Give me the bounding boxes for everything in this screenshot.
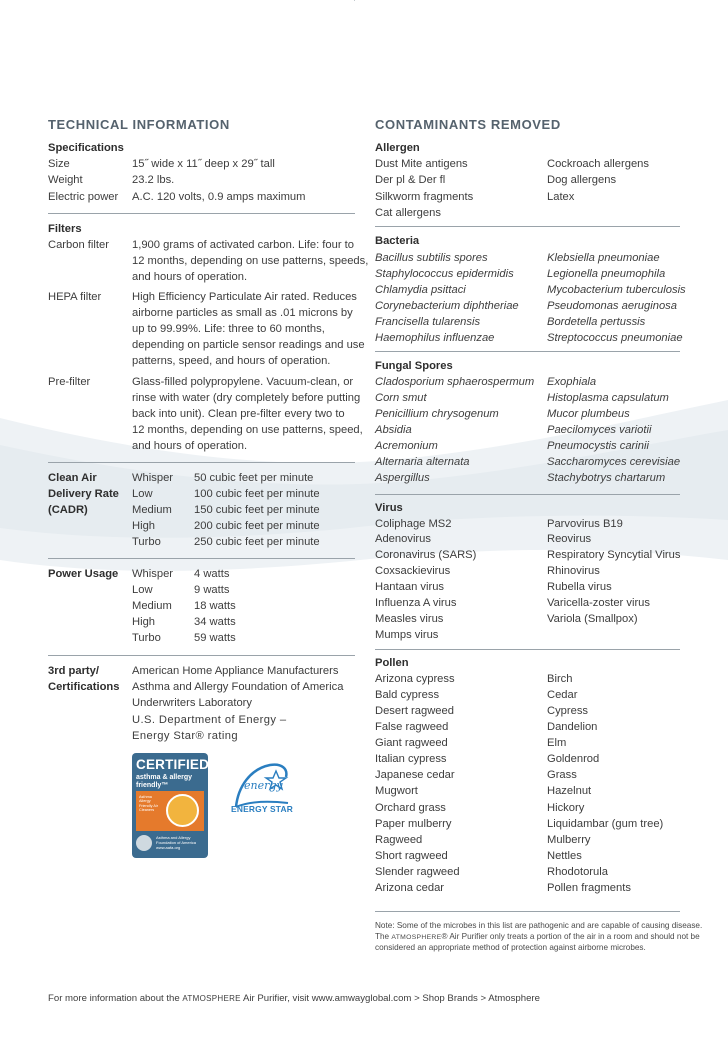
divider <box>48 655 355 656</box>
badge-subtitle: asthma & allergy friendly™ <box>136 774 193 789</box>
cadr-heading-line: (CADR) <box>48 504 88 516</box>
filter-line: airborne particles as small as .01 microns by <box>132 307 353 319</box>
fungal-item: Histoplasma capsulatum <box>547 392 669 404</box>
filter-line: up to 99.99%. Life: three to 60 months, <box>132 323 325 335</box>
divider <box>375 494 680 495</box>
power-speed: High <box>132 616 156 628</box>
virus-item: Coliphage MS2 <box>375 518 452 530</box>
badge-orange-panel <box>136 791 204 831</box>
footer-text: For more information about the <box>48 993 183 1004</box>
contaminants-removed-heading: CONTAMINANTS REMOVED <box>375 117 561 132</box>
pollen-item: Dandelion <box>547 721 598 733</box>
pollen-item: Hazelnut <box>547 785 592 797</box>
filter-line: and hours of operation. <box>132 440 248 452</box>
seal-icon <box>166 794 199 827</box>
footer <box>48 993 540 1004</box>
filter-line: 1,900 grams of activated carbon. Life: four to <box>132 239 355 251</box>
virus-item: Respiratory Syncytial Virus <box>547 549 681 561</box>
foundation-logo-icon <box>136 835 152 851</box>
divider <box>375 649 680 650</box>
allergen-item: Der pl & Der fl <box>375 174 446 186</box>
virus-item: Adenovirus <box>375 533 431 545</box>
fungal-item: Cladosporium sphaerospermum <box>375 376 535 388</box>
note-line: considered an appropriate method of protection against airborne microbes. <box>375 943 646 952</box>
asthma-allergy-certified-badge <box>132 753 208 858</box>
specifications-heading: Specifications <box>48 142 124 154</box>
virus-item: Parvovirus B19 <box>547 518 623 530</box>
bacteria-item: Bordetella pertussis <box>547 316 646 328</box>
note-text: The <box>375 932 392 941</box>
fungal-item: Alternaria alternata <box>375 456 470 468</box>
power-value: 4 watts <box>194 568 230 580</box>
divider <box>375 226 680 227</box>
allergen-item: Cockroach allergens <box>547 158 649 170</box>
energy-star-label: ENERGY STAR <box>231 804 293 814</box>
bacteria-item: Staphylococcus epidermidis <box>375 268 514 280</box>
filter-line: back into unit). Clean pre-filter every two to <box>132 408 345 420</box>
note-line: Note: Some of the microbes in this list are pathogenic and are capable of causing disease. <box>375 921 703 930</box>
virus-item: Influenza A virus <box>375 597 457 609</box>
pollen-item: Liquidambar (gum tree) <box>547 818 664 830</box>
bacteria-heading: Bacteria <box>375 235 420 247</box>
cadr-heading-line: Delivery Rate <box>48 488 119 500</box>
certifications-heading-line: 3rd party/ <box>48 665 99 677</box>
filter-line: High Efficiency Particulate Air rated. Reduces <box>132 291 357 303</box>
badge-foot <box>136 833 204 855</box>
virus-item: Mumps virus <box>375 629 439 641</box>
pollen-item: Mulberry <box>547 834 591 846</box>
allergen-item: Dust Mite antigens <box>375 158 468 170</box>
cadr-heading-line: Clean Air <box>48 472 97 484</box>
badge-certified-text: CERTIFIED <box>136 757 210 772</box>
cadr-value: 150 cubic feet per minute <box>194 504 320 516</box>
note-brand: ATMOSPHERE <box>391 934 442 941</box>
pollen-item: Grass <box>547 769 577 781</box>
pollen-item: Japanese cedar <box>375 769 455 781</box>
virus-item: Coronavirus (SARS) <box>375 549 477 561</box>
certification-line: Underwriters Laboratory <box>132 697 253 709</box>
allergen-item: Cat allergens <box>375 207 441 219</box>
pollen-item: False ragweed <box>375 721 449 733</box>
cadr-value: 100 cubic feet per minute <box>194 488 320 500</box>
fungal-item: Stachybotrys chartarum <box>547 472 666 484</box>
bacteria-item: Corynebacterium diphtheriae <box>375 300 519 312</box>
allergen-item: Dog allergens <box>547 174 617 186</box>
power-usage-heading: Power Usage <box>48 568 119 580</box>
power-value: 34 watts <box>194 616 236 628</box>
filter-label: Carbon filter <box>48 239 109 251</box>
virus-heading: Virus <box>375 502 403 514</box>
fungal-spores-heading: Fungal Spores <box>375 360 453 372</box>
power-speed: Turbo <box>132 632 161 644</box>
fungal-item: Exophiala <box>547 376 597 388</box>
pollen-item: Italian cypress <box>375 753 447 765</box>
virus-item: Coxsackievirus <box>375 565 451 577</box>
pollen-item: Bald cypress <box>375 689 440 701</box>
certification-line: U.S. Department of Energy – <box>132 714 287 726</box>
pollen-item: Desert ragweed <box>375 705 454 717</box>
badge-small-text: Asthma Allergy Friendly Air Cleaners <box>139 795 158 813</box>
cadr-value: 200 cubic feet per minute <box>194 520 320 532</box>
fungal-item: Pneumocystis carinii <box>547 440 649 452</box>
filter-label: Pre-filter <box>48 376 91 388</box>
cadr-speed: Low <box>132 488 153 500</box>
bacteria-item: Pseudomonas aeruginosa <box>547 300 677 312</box>
pollen-item: Ragweed <box>375 834 423 846</box>
filter-line: rinse with water (dry completely before putting <box>132 392 361 404</box>
virus-item: Variola (Smallpox) <box>547 613 638 625</box>
pollen-item: Arizona cedar <box>375 882 445 894</box>
pollen-item: Giant ragweed <box>375 737 448 749</box>
virus-item: Varicella-zoster virus <box>547 597 650 609</box>
power-speed: Whisper <box>132 568 174 580</box>
footer-text: Air Purifier, visit www.amwayglobal.com > Shop Brands > Atmosphere <box>240 993 540 1004</box>
spec-value: A.C. 120 volts, 0.9 amps maximum <box>132 191 306 203</box>
certification-line: American Home Appliance Manufacturers <box>132 665 339 677</box>
cadr-speed: Turbo <box>132 536 161 548</box>
fungal-item: Absidia <box>375 424 412 436</box>
spec-value: 15˝ wide x 11˝ deep x 29˝ tall <box>132 158 275 170</box>
bacteria-item: Haemophilus influenzae <box>375 332 495 344</box>
energy-script-text: energy <box>244 779 283 792</box>
fungal-item: Paecilomyces variotii <box>547 424 652 436</box>
cadr-speed: Medium <box>132 504 172 516</box>
certification-line: Energy Star® rating <box>132 730 239 742</box>
virus-item: Reovirus <box>547 533 592 545</box>
virus-item: Rhinovirus <box>547 565 600 577</box>
footer-brand: ATMOSPHERE <box>182 994 241 1003</box>
bacteria-item: Legionella pneumophila <box>547 268 666 280</box>
note-text: ® Air Purifier only treats a portion of the air in a room and should not be <box>441 932 700 941</box>
pollen-item: Slender ragweed <box>375 866 460 878</box>
spacer <box>354 0 355 1</box>
certifications-heading-line: Certifications <box>48 681 120 693</box>
pollen-item: Hickory <box>547 802 585 814</box>
virus-item: Hantaan virus <box>375 581 445 593</box>
filter-line: patterns, speed, and hours of operation. <box>132 355 331 367</box>
cadr-speed: High <box>132 520 156 532</box>
spec-label: Electric power <box>48 191 119 203</box>
fungal-item: Corn smut <box>375 392 427 404</box>
pollen-item: Pollen fragments <box>547 882 631 894</box>
bacteria-item: Francisella tularensis <box>375 316 481 328</box>
spec-label: Size <box>48 158 70 170</box>
bacteria-item: Bacillus subtilis spores <box>375 252 488 264</box>
bacteria-item: Chlamydia psittaci <box>375 284 466 296</box>
pollen-item: Elm <box>547 737 567 749</box>
badge-foundation-text: Asthma and Allergy Foundation of America www.aafa.org <box>156 835 197 850</box>
spec-value: 23.2 lbs. <box>132 174 175 186</box>
bacteria-item: Streptococcus pneumoniae <box>547 332 683 344</box>
power-value: 18 watts <box>194 600 236 612</box>
power-value: 59 watts <box>194 632 236 644</box>
pollen-item: Cypress <box>547 705 589 717</box>
virus-item: Rubella virus <box>547 581 612 593</box>
filter-line: 12 months, depending on use patterns, speeds, <box>132 255 369 267</box>
divider <box>48 558 355 559</box>
fungal-item: Acremonium <box>375 440 438 452</box>
power-value: 9 watts <box>194 584 230 596</box>
fungal-item: Penicillium chrysogenum <box>375 408 499 420</box>
pollen-item: Rhodotorula <box>547 866 608 878</box>
divider <box>375 351 680 352</box>
pollen-item: Orchard grass <box>375 802 446 814</box>
bacteria-item: Klebsiella pneumoniae <box>547 252 660 264</box>
divider <box>375 911 680 912</box>
pollen-heading: Pollen <box>375 657 409 669</box>
divider <box>48 462 355 463</box>
certification-line: Asthma and Allergy Foundation of America <box>132 681 344 693</box>
cadr-value: 50 cubic feet per minute <box>194 472 314 484</box>
pollen-item: Goldenrod <box>547 753 600 765</box>
allergen-item: Latex <box>547 191 575 203</box>
bacteria-item: Mycobacterium tuberculosis <box>547 284 686 296</box>
divider <box>48 213 355 214</box>
pollen-item: Paper mulberry <box>375 818 452 830</box>
virus-item: Measles virus <box>375 613 444 625</box>
cadr-value: 250 cubic feet per minute <box>194 536 320 548</box>
filter-label: HEPA filter <box>48 291 102 303</box>
fungal-item: Mucor plumbeus <box>547 408 630 420</box>
allergen-heading: Allergen <box>375 142 420 154</box>
pollen-item: Cedar <box>547 689 578 701</box>
fungal-item: Aspergillus <box>375 472 430 484</box>
pollen-item: Mugwort <box>375 785 418 797</box>
cadr-speed: Whisper <box>132 472 174 484</box>
pollen-item: Birch <box>547 673 573 685</box>
fungal-item: Saccharomyces cerevisiae <box>547 456 681 468</box>
spec-label: Weight <box>48 174 83 186</box>
pollen-item: Short ragweed <box>375 850 448 862</box>
power-speed: Medium <box>132 600 172 612</box>
allergen-item: Silkworm fragments <box>375 191 474 203</box>
pollen-item: Nettles <box>547 850 582 862</box>
filters-heading: Filters <box>48 223 82 235</box>
power-speed: Low <box>132 584 153 596</box>
filter-line: depending on particle sensor readings and use <box>132 339 365 351</box>
filter-line: 12 months, depending on use patterns, speed, <box>132 424 363 436</box>
technical-information-heading: TECHNICAL INFORMATION <box>48 117 230 132</box>
filter-line: Glass-filled polypropylene. Vacuum-clean, or <box>132 376 354 388</box>
pollen-item: Arizona cypress <box>375 673 455 685</box>
filter-line: and hours of operation. <box>132 271 248 283</box>
